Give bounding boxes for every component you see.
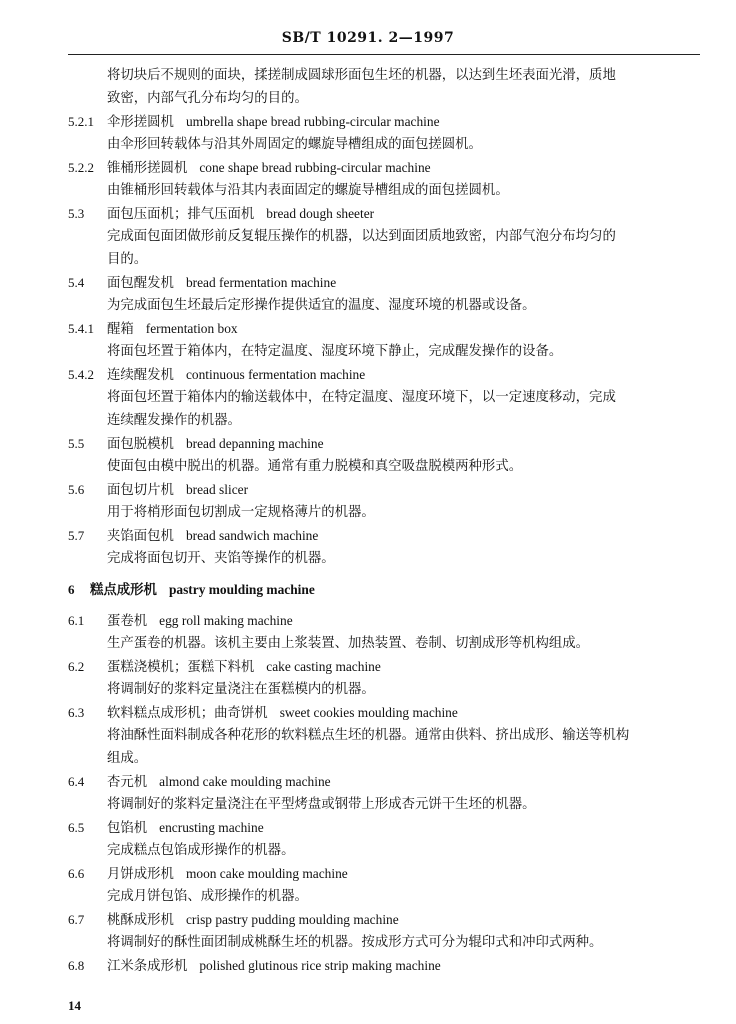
term-title — [107, 524, 318, 548]
definition-text: 完成将面包切开、夹馅等操作的机器。 — [107, 551, 335, 566]
term-title — [107, 317, 238, 341]
page-number: 14 — [68, 998, 81, 1013]
term-title — [107, 478, 248, 502]
term-entry — [0, 655, 736, 678]
definition-text: 完成月饼包馅、成形操作的机器。 — [107, 889, 308, 904]
term-title — [107, 862, 348, 886]
term-entry — [0, 908, 736, 931]
term-entry — [0, 363, 736, 386]
definition-text: 组成。 — [107, 751, 148, 766]
definition-line — [0, 839, 736, 862]
definition-line — [0, 294, 736, 317]
term-title — [107, 202, 374, 226]
definition-line — [0, 386, 736, 409]
definition-line — [0, 133, 736, 156]
term-title — [107, 156, 431, 180]
definition-line — [0, 87, 736, 110]
section-gap — [0, 601, 736, 609]
term-title — [107, 908, 399, 932]
term-english: bread fermentation machine — [185, 275, 337, 290]
term-chinese: 伞形搓圆机 — [107, 115, 174, 130]
definition-text: 将切块后不规则的面块，揉搓制成圆球形面包生坯的机器，以达到生坯表面光滑，质地 — [107, 68, 616, 83]
term-chinese: 锥桶形搓圆机 — [107, 161, 188, 176]
definition-text: 将调制好的浆料定量浇注在蛋糕模内的机器。 — [107, 682, 375, 697]
term-title — [107, 954, 441, 978]
term-english: sweet cookies moulding machine — [279, 705, 458, 720]
definition-text: 生产蛋卷的机器。该机主要由上浆装置、加热装置、卷制、切割成形等机构组成。 — [107, 636, 590, 651]
term-entry — [0, 110, 736, 133]
term-english: bread slicer — [185, 482, 249, 497]
definition-text: 将油酥性面料制成各种花形的软料糕点生坯的机器。通常由供料、挤出成形、输送等机构 — [107, 728, 630, 743]
clause-number: 6 — [68, 582, 75, 597]
term-chinese: 桃酥成形机 — [107, 913, 174, 928]
definition-text: 目的。 — [107, 252, 148, 267]
clause-number: 6.3 — [68, 705, 85, 720]
term-title — [107, 701, 458, 725]
definition-line — [0, 678, 736, 701]
term-english: bread sandwich machine — [185, 528, 319, 543]
document-body — [0, 64, 736, 977]
term-entry — [0, 156, 736, 179]
term-chinese: 醒箱 — [107, 322, 134, 337]
definition-line — [0, 248, 736, 271]
clause-number: 6.2 — [68, 659, 85, 674]
definition-line — [0, 409, 736, 432]
header-rule — [68, 54, 700, 55]
clause-number: 5.2.1 — [68, 114, 94, 129]
term-chinese: 包馅机 — [107, 821, 148, 836]
term-entry — [0, 478, 736, 501]
definition-line — [0, 455, 736, 478]
term-entry — [0, 524, 736, 547]
clause-number: 5.3 — [68, 206, 85, 221]
term-entry — [0, 954, 736, 977]
term-chinese: 蛋卷机 — [107, 614, 148, 629]
definition-text: 致密，内部气孔分布均匀的目的。 — [107, 91, 308, 106]
term-title — [107, 816, 264, 840]
definition-text: 由锥桶形回转载体与沿其内表面固定的螺旋导槽组成的面包搓圆机。 — [107, 183, 509, 198]
definition-text: 由伞形回转载体与沿其外周固定的螺旋导槽组成的面包搓圆机。 — [107, 137, 482, 152]
term-entry — [0, 609, 736, 632]
definition-line — [0, 64, 736, 87]
term-chinese: 夹馅面包机 — [107, 529, 174, 544]
term-english: moon cake moulding machine — [185, 866, 348, 881]
term-english: continuous fermentation machine — [185, 367, 366, 382]
definition-text: 将面包坯置于箱体内，在特定温度、湿度环境下静止，完成醒发操作的设备。 — [107, 344, 563, 359]
term-title — [107, 655, 381, 679]
term-entry — [0, 701, 736, 724]
definition-line — [0, 547, 736, 570]
term-english: fermentation box — [145, 321, 238, 336]
definition-text: 用于将梢形面包切割成一定规格薄片的机器。 — [107, 505, 375, 520]
term-title — [107, 271, 336, 295]
definition-text: 连续醒发操作的机器。 — [107, 413, 241, 428]
page-header: SB/T 10291. 2—1997 — [281, 30, 455, 46]
term-english: umbrella shape bread rubbing-circular machine — [185, 114, 440, 129]
term-entry — [0, 202, 736, 225]
clause-number: 5.4 — [68, 275, 85, 290]
clause-number: 6.4 — [68, 774, 85, 789]
term-english: cake casting machine — [266, 659, 381, 674]
clause-number: 5.7 — [68, 528, 85, 543]
clause-number: 5.4.2 — [68, 367, 94, 382]
clause-number: 6.1 — [68, 613, 85, 628]
term-chinese: 月饼成形机 — [107, 867, 174, 882]
definition-text: 将面包坯置于箱体内的输送载体中，在特定温度、湿度环境下，以一定速度移动，完成 — [107, 390, 616, 405]
term-entry — [0, 862, 736, 885]
term-english: cone shape bread rubbing-circular machine — [199, 160, 431, 175]
term-entry — [0, 317, 736, 340]
term-english: crisp pastry pudding moulding machine — [185, 912, 399, 927]
term-english: almond cake moulding machine — [159, 774, 331, 789]
term-english: bread dough sheeter — [266, 206, 375, 221]
term-chinese: 连续醒发机 — [107, 368, 174, 383]
term-chinese: 面包醒发机 — [107, 276, 174, 291]
term-english: encrusting machine — [159, 820, 264, 835]
definition-text: 完成面包面团做形前反复辊压操作的机器，以达到面团质地致密，内部气泡分布均匀的 — [107, 229, 616, 244]
term-entry — [0, 271, 736, 294]
definition-text: 使面包由模中脱出的机器。通常有重力脱模和真空吸盘脱模两种形式。 — [107, 459, 523, 474]
term-title — [107, 609, 293, 633]
definition-line — [0, 724, 736, 747]
term-title — [107, 110, 440, 134]
term-chinese: 面包切片机 — [107, 483, 174, 498]
clause-number: 6.5 — [68, 820, 85, 835]
section-gap — [0, 570, 736, 578]
term-title — [107, 432, 324, 456]
definition-text: 完成糕点包馅成形操作的机器。 — [107, 843, 295, 858]
clause-number: 5.4.1 — [68, 321, 94, 336]
term-english: bread depanning machine — [185, 436, 324, 451]
definition-line — [0, 340, 736, 363]
clause-number: 5.5 — [68, 436, 85, 451]
clause-number: 6.8 — [68, 958, 85, 973]
term-english: polished glutinous rice strip making machine — [199, 958, 441, 973]
definition-text: 将调制好的浆料定量浇注在平型烤盘或钢带上形成杏元饼干生坯的机器。 — [107, 797, 536, 812]
definition-line — [0, 179, 736, 202]
definition-line — [0, 885, 736, 908]
term-chinese: 蛋糕浇模机；蛋糕下料机 — [107, 660, 255, 675]
term-chinese: 软料糕点成形机；曲奇饼机 — [107, 706, 268, 721]
term-entry — [0, 816, 736, 839]
term-english: pastry moulding machine — [168, 582, 315, 597]
clause-number: 5.6 — [68, 482, 85, 497]
clause-number: 6.7 — [68, 912, 85, 927]
definition-line — [0, 931, 736, 954]
definition-text: 为完成面包生坯最后定形操作提供适宜的温度、湿度环境的机器或设备。 — [107, 298, 536, 313]
definition-line — [0, 632, 736, 655]
clause-number: 5.2.2 — [68, 160, 94, 175]
term-entry — [0, 432, 736, 455]
term-title — [107, 770, 331, 794]
term-title — [90, 578, 315, 602]
definition-line — [0, 501, 736, 524]
section-heading — [0, 578, 736, 601]
term-title — [107, 363, 365, 387]
term-english: egg roll making machine — [159, 613, 293, 628]
term-chinese: 江米条成形机 — [107, 959, 188, 974]
definition-line — [0, 793, 736, 816]
term-chinese: 面包压面机；排气压面机 — [107, 207, 255, 222]
term-chinese: 面包脱模机 — [107, 437, 174, 452]
term-chinese: 杏元机 — [107, 775, 148, 790]
clause-number: 6.6 — [68, 866, 85, 881]
term-entry — [0, 770, 736, 793]
term-chinese: 糕点成形机 — [90, 582, 157, 598]
definition-line — [0, 747, 736, 770]
definition-line — [0, 225, 736, 248]
definition-text: 将调制好的酥性面团制成桃酥生坯的机器。按成形方式可分为辊印式和冲印式两种。 — [107, 935, 603, 950]
